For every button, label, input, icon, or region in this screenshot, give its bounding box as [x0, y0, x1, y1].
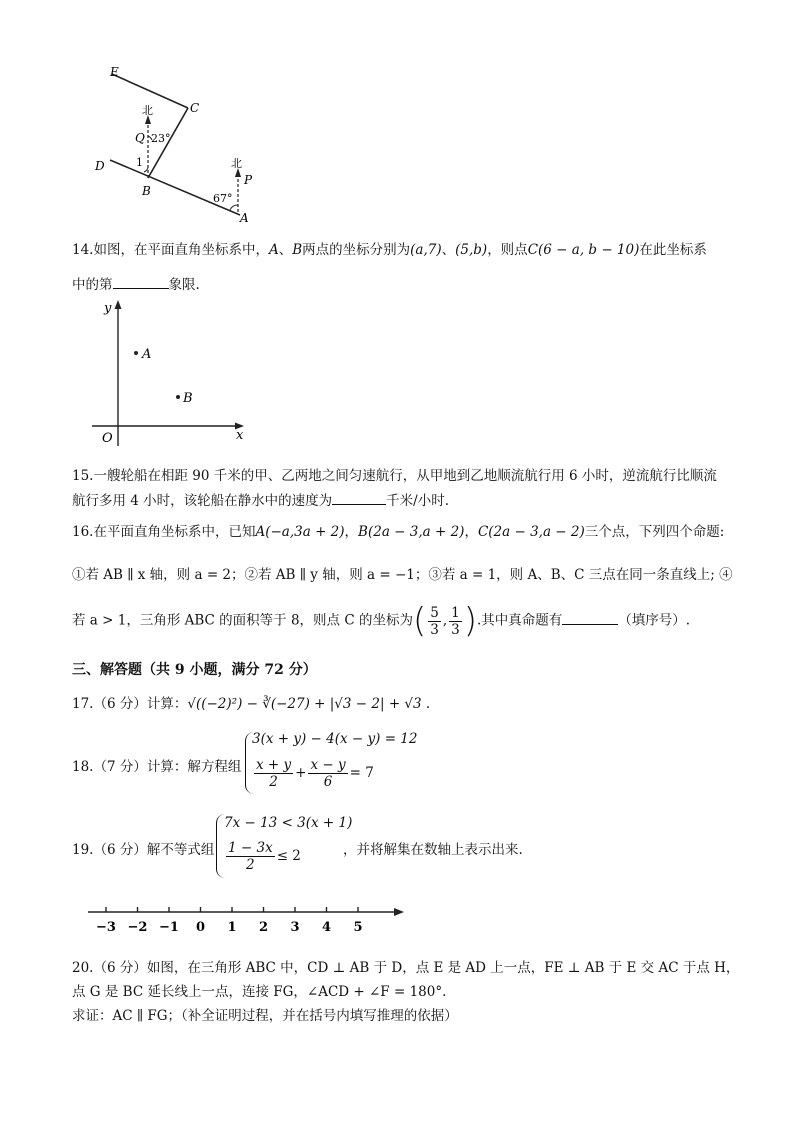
- q18-eq2: $\frac{x + y}{2}$ + $\frac{x - y}{6}$ = 7: [256, 757, 374, 790]
- q14-answer-blank[interactable]: [113, 288, 169, 289]
- number-line-label: 4: [321, 920, 332, 935]
- angle-67: 67°: [213, 192, 233, 205]
- q20-line2: 点 G 是 BC 延长线上一点，连接 FG，∠ACD + ∠F = 180°.: [72, 984, 447, 1000]
- q15-line1: 15.一艘轮船在相距 90 千米的甲、乙两地之间匀速航行，从甲地到乙地顺流航行用 6 小时，逆流航行比顺流: [72, 468, 717, 484]
- number-line-label: 5: [353, 920, 363, 935]
- north-label-2: 北: [231, 157, 242, 170]
- q15-answer-blank[interactable]: [332, 504, 386, 505]
- q14-line1: 14.如图，在平面直角坐标系中，A、B两点的坐标分别为(a,7)、(5,b)，则点C(6 − a, b − 10)在此坐标系: [72, 242, 707, 258]
- label-D: D: [95, 159, 105, 173]
- coordinate-figure: [88, 296, 258, 450]
- q19-prefix: 19.（6 分）解不等式组: [72, 842, 215, 858]
- point-B-label: B: [183, 391, 193, 406]
- angle-1: 1: [136, 156, 143, 169]
- number-line: [86, 900, 406, 936]
- north-label-1: 北: [142, 104, 153, 117]
- number-line-label: 1: [227, 920, 237, 935]
- number-line-label: −1: [159, 920, 179, 935]
- q20-line3: 求证：AC ∥ FG；（补全证明过程，并在括号内填写推理的依据）: [72, 1008, 458, 1024]
- q16-line2: ①若 AB ∥ x 轴，则 a = 2；②若 AB ∥ y 轴，则 a = −1；③若 a = 1，则 A、B、C 三点在同一条直线上; ④: [72, 567, 733, 583]
- q18-prefix: 18.（7 分）计算：解方程组: [72, 759, 242, 775]
- number-line-label: 0: [195, 920, 206, 935]
- q18-eq1: 3(x + y) − 4(x − y) = 12: [252, 731, 418, 747]
- label-P: P: [244, 173, 253, 187]
- q17-line: 17.（6 分）计算：√((−2)²) − ∛(−27) + |√3 − 2| + √3 .: [72, 696, 431, 712]
- q15-line2: 航行多用 4 小时，该轮船在静水中的速度为 千米/小时.: [72, 493, 450, 509]
- number-line-label: 3: [290, 920, 300, 935]
- angle-23: 23°: [151, 132, 171, 145]
- label-Q: Q: [135, 131, 145, 145]
- x-axis-label: x: [236, 428, 244, 443]
- bearing-figure: [90, 60, 270, 230]
- number-line-label: −3: [96, 920, 116, 935]
- number-line-label: 2: [258, 920, 269, 935]
- q16-line1: 16.在平面直角坐标系中，已知A(−a,3a + 2)，B(2a − 3,a + 2)，C(2a − 3,a − 2)三个点，下列四个命题:: [72, 524, 725, 540]
- number-line-label: −2: [127, 920, 148, 935]
- label-C: C: [190, 101, 200, 115]
- q19-ineq2: $\frac{1 - 3x}{2}$ ≤ 2: [228, 840, 301, 873]
- label-A: A: [240, 211, 249, 225]
- q19-ineq1: 7x − 13 < 3(x + 1): [224, 815, 353, 831]
- section-title: 三、解答题（共 9 小题，满分 72 分）: [72, 662, 317, 678]
- y-axis-label: y: [104, 301, 112, 316]
- q20-line1: 20.（6 分）如图，在三角形 ABC 中，CD ⊥ AB 于 D，点 E 是 AD 上一点，FE ⊥ AB 于 E 交 AC 于点 H，: [72, 960, 740, 976]
- point-A-label: A: [142, 347, 152, 362]
- label-E: E: [110, 65, 119, 79]
- q19-suffix: ，并将解集在数轴上表示出来.: [343, 842, 523, 858]
- q14-line2: 中的第 象限.: [72, 277, 200, 293]
- origin-label: O: [102, 431, 113, 446]
- q16-answer-blank[interactable]: [562, 624, 618, 625]
- q16-line3: 若 a > 1，三角形 ABC 的面积等于 8，则点 C 的坐标为( $\frac{5}{3}$ , $\frac{1}{3}$ ).其中真命题有 （填序号）.: [72, 601, 691, 641]
- label-B: B: [142, 184, 151, 198]
